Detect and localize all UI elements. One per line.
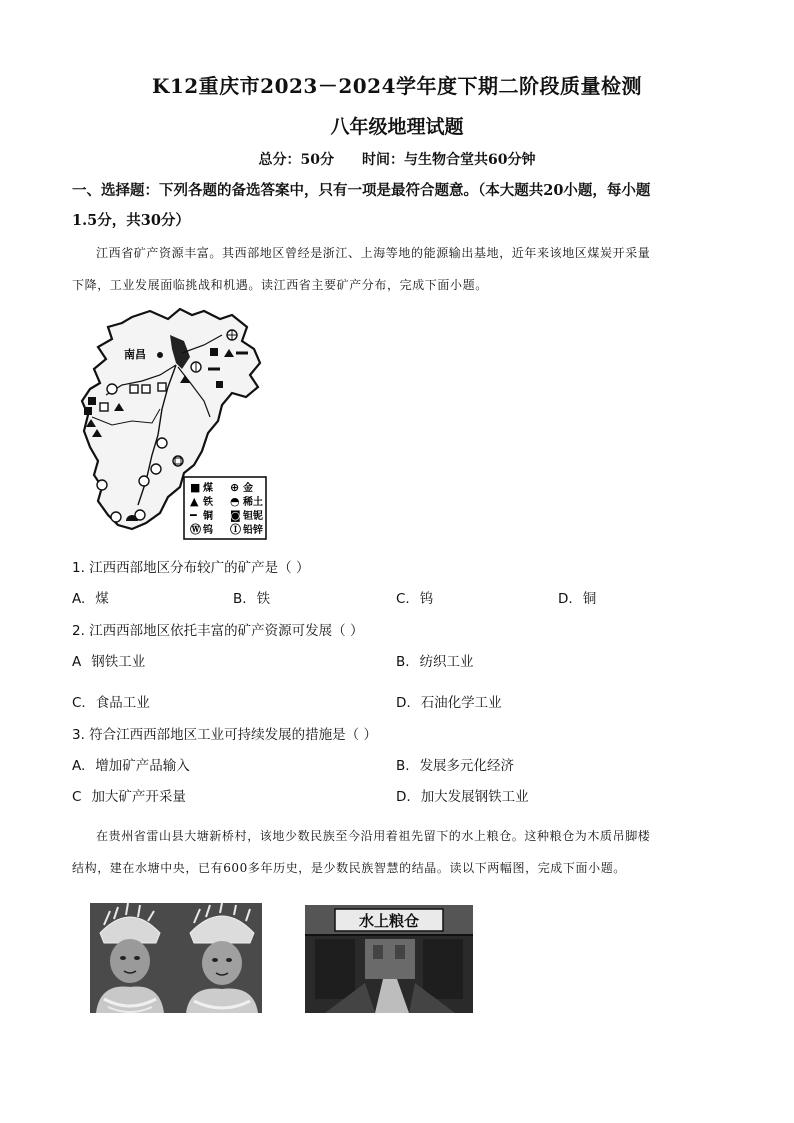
question-2-stem: 2. 江西西部地区依托丰富的矿产资源可发展（ ） bbox=[72, 623, 364, 639]
tungsten-symbol bbox=[157, 438, 167, 448]
passage-jiangxi-line2: 下降，工业发展面临挑战和机遇。读江西省主要矿产分布，完成下面小题。 bbox=[72, 278, 488, 292]
q3-option-a[interactable]: A. 增加矿产品输入 bbox=[72, 758, 190, 774]
tungsten-symbol bbox=[135, 510, 145, 520]
q3-option-b[interactable]: B. 发展多元化经济 bbox=[396, 758, 515, 774]
legend-symbol: ◓ bbox=[230, 495, 240, 508]
tungsten-symbol bbox=[107, 384, 117, 394]
coal-symbol bbox=[210, 348, 218, 356]
legend-symbol: ━ bbox=[190, 509, 197, 522]
legend-symbol: Ⓦ bbox=[190, 523, 201, 536]
tungsten-symbol bbox=[151, 464, 161, 474]
q1-option-d[interactable]: D. 铜 bbox=[558, 591, 597, 607]
tungsten-symbol bbox=[111, 512, 121, 522]
coal-symbol bbox=[88, 397, 96, 405]
legend-label: 钨 bbox=[203, 525, 213, 536]
exam-subtitle: 八年级地理试题 bbox=[330, 116, 464, 138]
exam-time: 时间：与生物合堂共60分钟 bbox=[362, 152, 536, 168]
legend-symbol: ⊕ bbox=[230, 481, 240, 494]
tantalum-symbol bbox=[158, 383, 166, 391]
section-heading-line1: 一、选择题：下列各题的备选答案中，只有一项是最符合题意。（本大题共20小题，每小题 bbox=[72, 182, 651, 199]
legend-symbol: ▲ bbox=[190, 495, 199, 508]
q1-option-b[interactable]: B. 铁 bbox=[233, 591, 271, 607]
legend-symbol: ■ bbox=[190, 481, 201, 494]
question-1-stem: 1. 江西西部地区分布较广的矿产是（ ） bbox=[72, 560, 310, 576]
section-heading bbox=[72, 176, 722, 236]
exam-info bbox=[0, 149, 794, 169]
legend-label: 煤 bbox=[203, 483, 213, 494]
legend-label: 铅锌 bbox=[243, 525, 263, 536]
legend-symbol: Ⓘ bbox=[230, 523, 241, 536]
legend-symbol: ◙ bbox=[230, 509, 241, 522]
exam-title: K12重庆市2023－2024学年度下期二阶段质量检测 bbox=[151, 74, 643, 98]
tungsten-symbol bbox=[139, 476, 149, 486]
legend-label: 金 bbox=[243, 483, 253, 494]
passage-jiangxi-line1: 江西省矿产资源丰富。其西部地区曾经是浙江、上海等地的能源输出基地，近年来该地区煤炭开采量 bbox=[96, 246, 651, 260]
granary-sign-text: 水上粮仓 bbox=[358, 912, 420, 930]
coal-symbol bbox=[216, 381, 223, 388]
q1-option-c[interactable]: C. 钨 bbox=[396, 591, 434, 607]
q1-option-a[interactable]: A. 煤 bbox=[72, 591, 109, 607]
jiangxi-mineral-map bbox=[72, 305, 272, 540]
city-nanchang: 南昌 bbox=[124, 348, 146, 361]
passage-guizhou-line1: 在贵州省雷山县大塘新桥村，该地少数民族至今沿用着祖先留下的水上粮仓。这种粮仓为木质吊脚楼 bbox=[96, 829, 651, 843]
nanchang-dot bbox=[157, 352, 163, 358]
passage-jiangxi bbox=[72, 237, 720, 301]
total-score: 总分：50分 bbox=[258, 152, 334, 168]
q3-option-d[interactable]: D. 加大发展钢铁工业 bbox=[396, 789, 529, 805]
photo-miao-girls bbox=[90, 903, 262, 1013]
tantalum-symbol bbox=[100, 403, 108, 411]
q2-option-a[interactable]: A 钢铁工业 bbox=[72, 654, 146, 670]
passage-guizhou-line2: 结构，建在水塘中央，已有600多年历史，是少数民族智慧的结晶。读以下两幅图，完成下面小题。 bbox=[72, 861, 626, 875]
tantalum-symbol bbox=[130, 385, 138, 393]
section-heading-line2: 1.5分，共30分） bbox=[72, 212, 190, 229]
photo-water-granary bbox=[305, 905, 473, 1013]
legend-label: 铁 bbox=[203, 497, 213, 508]
q2-option-c[interactable]: C. 食品工业 bbox=[72, 695, 150, 711]
legend-label: 稀土 bbox=[243, 497, 263, 508]
coal-symbol bbox=[84, 407, 92, 415]
map-legend bbox=[184, 477, 266, 539]
legend-label: 钽铌 bbox=[243, 511, 263, 522]
tantalum-symbol bbox=[142, 385, 150, 393]
passage-guizhou bbox=[72, 820, 720, 884]
tungsten-symbol bbox=[97, 480, 107, 490]
question-3-stem: 3. 符合江西西部地区工业可持续发展的措施是（ ） bbox=[72, 727, 377, 743]
q3-option-c[interactable]: C 加大矿产开采量 bbox=[72, 789, 186, 805]
q2-option-d[interactable]: D. 石油化学工业 bbox=[396, 695, 502, 711]
q2-option-b[interactable]: B. 纺织工业 bbox=[396, 654, 474, 670]
legend-label: 铜 bbox=[203, 511, 213, 522]
